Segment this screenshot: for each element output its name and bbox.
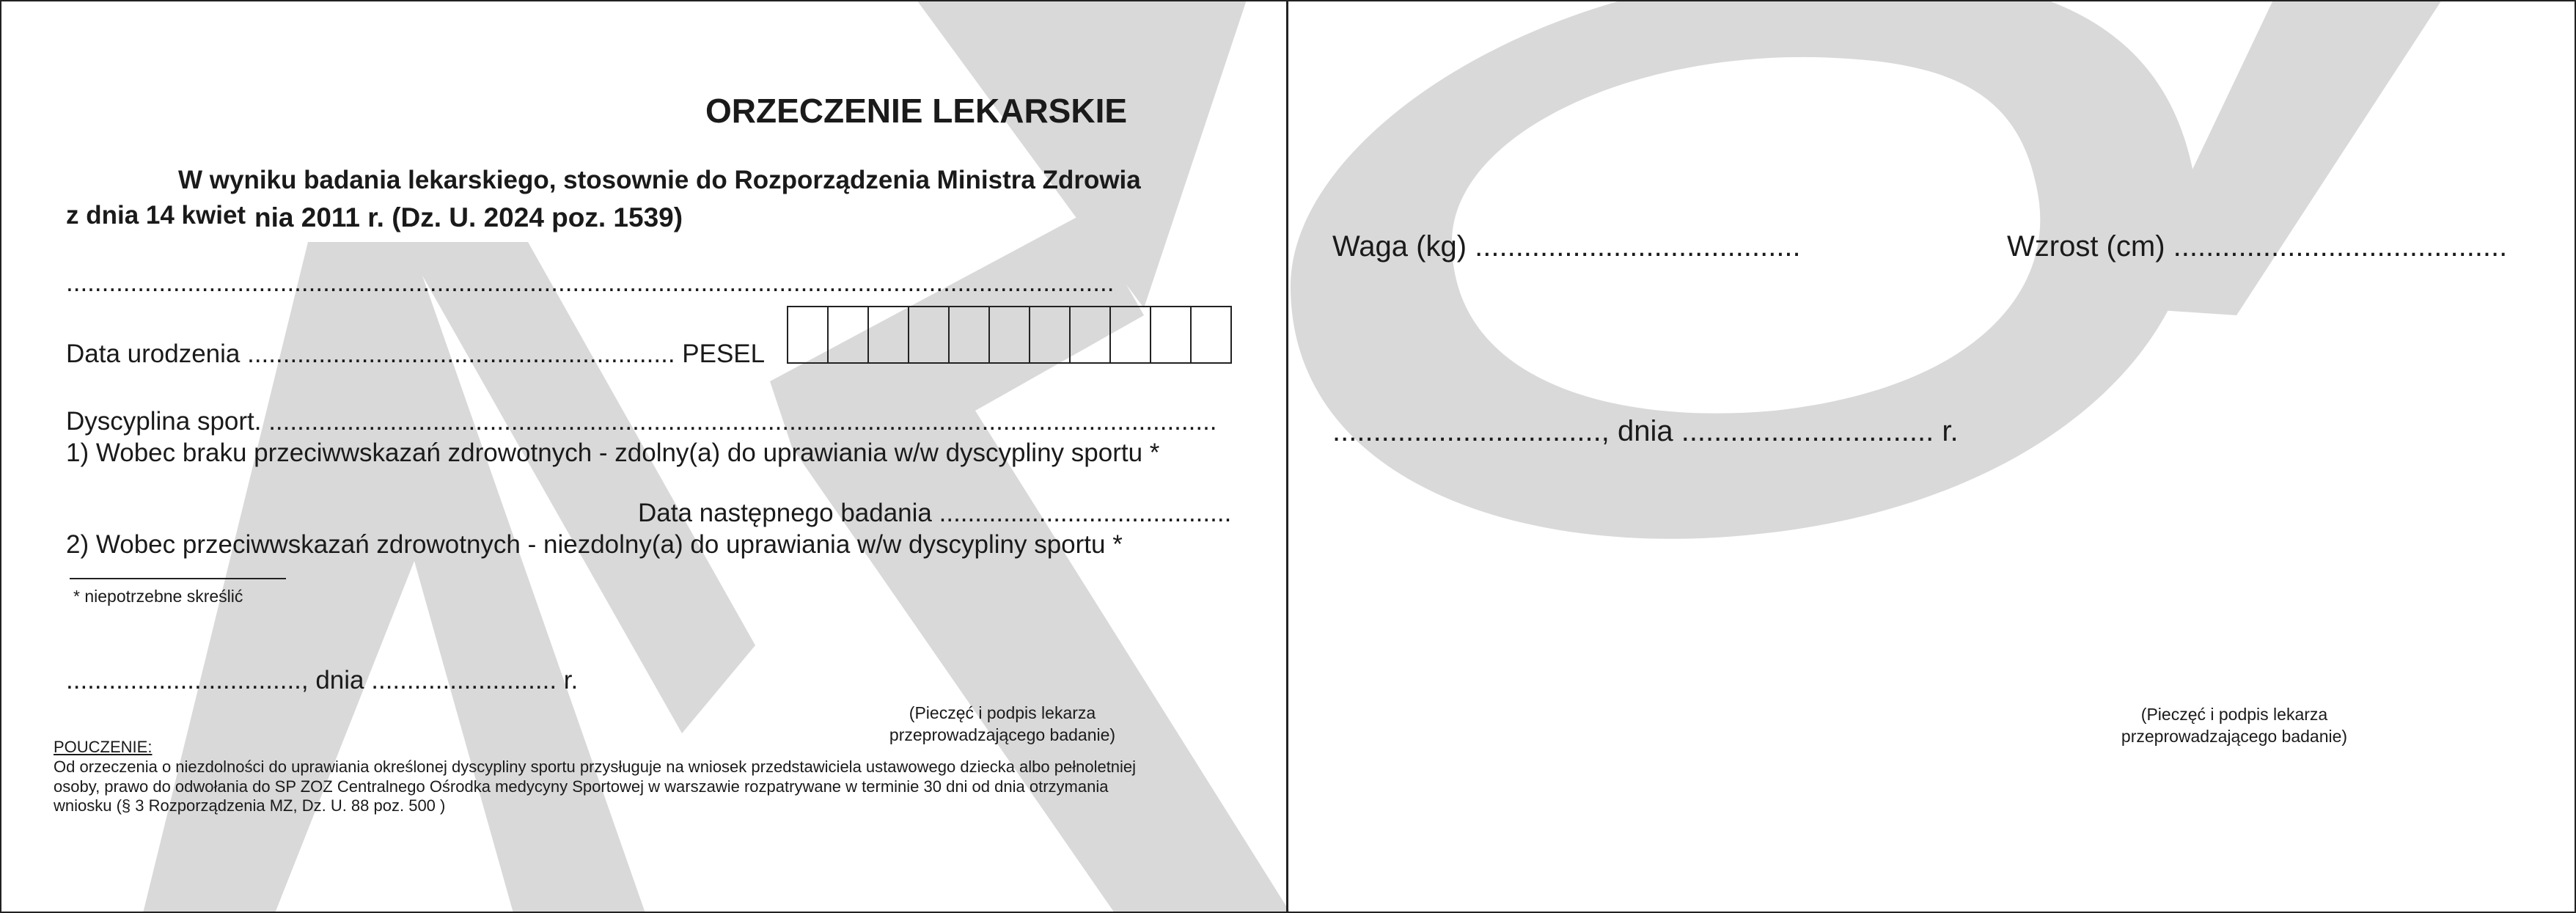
- next-exam-date-field[interactable]: Data następnego badania .........................................: [638, 499, 1232, 527]
- pesel-digit-box[interactable]: [1150, 306, 1192, 364]
- subtitle-line-1: W wyniku badania lekarskiego, stosownie do Rozporządzenia Ministra Zdrowia: [178, 166, 1141, 194]
- stamp-caption-line-2: przeprowadzającego badanie): [889, 725, 1116, 744]
- option-fit: 1) Wobec braku przeciwwskazań zdrowotnych - zdolny(a) do uprawiania w/w dyscypliny sportu *: [66, 439, 1160, 467]
- right-doctor-stamp-caption: [2088, 704, 2381, 748]
- page-divider: [1286, 0, 1288, 913]
- weight-field[interactable]: Waga (kg) ........................................: [1332, 230, 1801, 263]
- pesel-digit-box[interactable]: [948, 306, 990, 364]
- pesel-digit-box[interactable]: [827, 306, 869, 364]
- footnote: * niepotrzebne skreślić: [73, 587, 243, 606]
- document-title: ORZECZENIE LEKARSKIE: [705, 92, 1128, 130]
- right-stamp-caption-line-1: (Pieczęć i podpis lekarza: [2140, 705, 2328, 724]
- pesel-digit-box[interactable]: [1069, 306, 1111, 364]
- pesel-digit-box[interactable]: [1109, 306, 1151, 364]
- right-stamp-caption-line-2: przeprowadzającego badanie): [2121, 726, 2348, 746]
- footnote-rule: [70, 578, 286, 579]
- birth-date-field[interactable]: Data urodzenia ............................................................ PESEL: [66, 340, 766, 368]
- subtitle-line-2b: nia 2011 r. (Dz. U. 2024 poz. 1539): [254, 202, 683, 232]
- discipline-field[interactable]: Dyscyplina sport. .....................................................................................................................................: [66, 407, 1217, 436]
- height-field[interactable]: Wzrost (cm) .........................................: [2007, 230, 2508, 263]
- pesel-digit-box[interactable]: [867, 306, 909, 364]
- right-place-date-field[interactable]: ................................., dnia ............................... r.: [1332, 415, 1959, 447]
- pesel-digit-box[interactable]: [787, 306, 829, 364]
- place-date-field[interactable]: ................................., dnia .......................... r.: [66, 666, 579, 694]
- pesel-digit-box[interactable]: [908, 306, 950, 364]
- notice-line-1: Od orzeczenia o niezdolności do uprawiania określonej dyscypliny sportu przysługuje na wniosek przedstawiciela ustawowego dziecka albo pełnoletniej: [54, 757, 1137, 776]
- option-unfit: 2) Wobec przeciwwskazań zdrowotnych - niezdolny(a) do uprawiania w/w dyscypliny sportu *: [66, 530, 1123, 559]
- instruction-notice: [54, 738, 1256, 816]
- notice-line-2: osoby, prawo do odwołania do SP ZOZ Centralnego Ośrodka medycyny Sportowej w warszawie rozpatrywane w terminie 30 dni od dnia otrzymania: [54, 777, 1109, 796]
- stamp-caption-line-1: (Pieczęć i podpis lekarza: [909, 703, 1096, 722]
- notice-line-3: wniosku (§ 3 Rozporządzenia MZ, Dz. U. 88 poz. 500 ): [54, 796, 446, 815]
- pesel-digit-box[interactable]: [988, 306, 1030, 364]
- pesel-digit-box[interactable]: [1190, 306, 1232, 364]
- name-field[interactable]: ...................................................................................................................................................: [66, 268, 1115, 297]
- pesel-digit-box[interactable]: [1029, 306, 1071, 364]
- pesel-input[interactable]: [788, 306, 1232, 364]
- subtitle-line-2a: z dnia 14 kwiet: [66, 201, 246, 230]
- notice-title: POUCZENIE:: [54, 738, 153, 756]
